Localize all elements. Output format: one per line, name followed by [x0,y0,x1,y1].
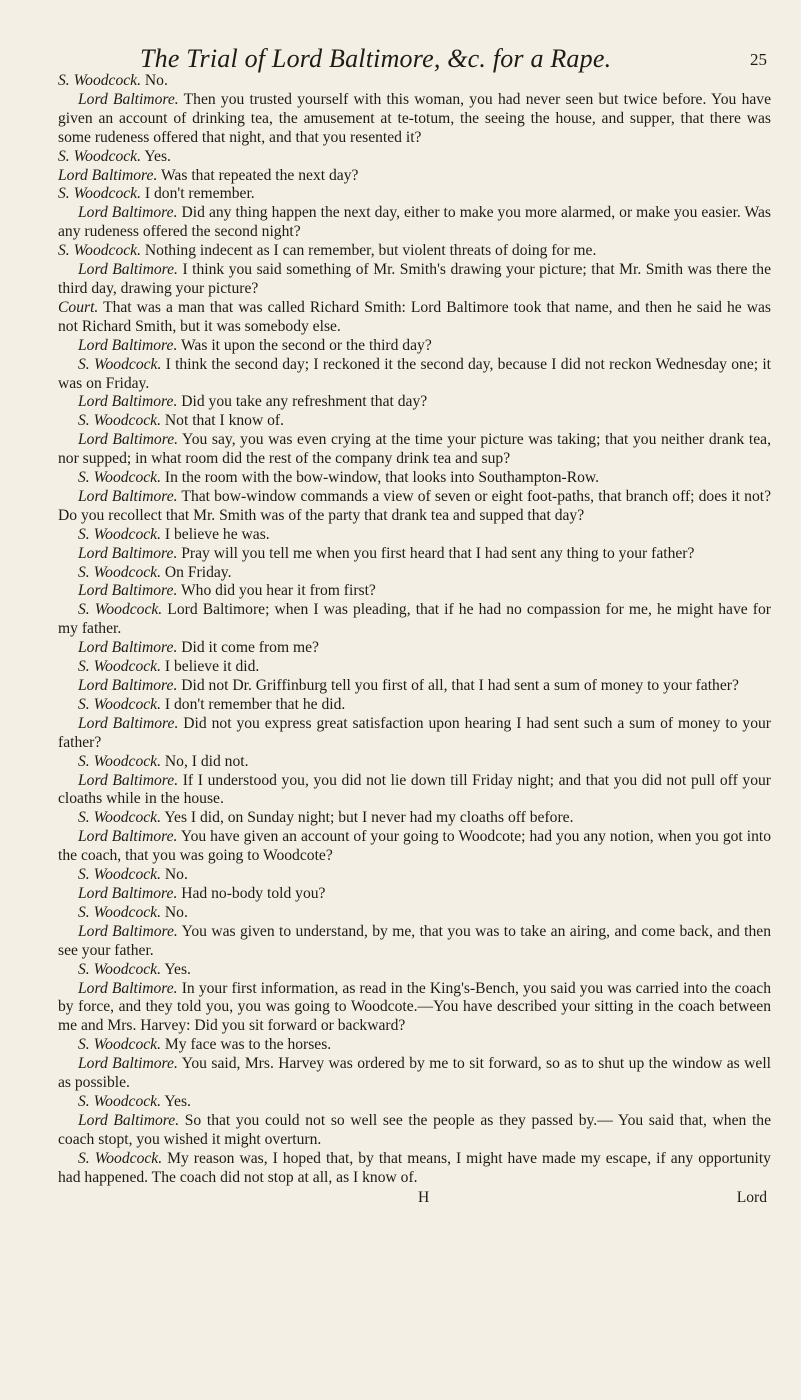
paragraph-text: No. [161,903,188,921]
testimony-paragraph [58,356,771,394]
speaker-name: S. Woodcock. [78,525,162,543]
paragraph-text: No. [161,866,188,884]
testimony-paragraph [58,601,771,639]
testimony-paragraph [58,639,771,658]
paragraph-text: You said, Mrs. Harvey was ordered by me to sit forward, so as to shut up the window as well as possible. [58,1055,772,1092]
page-title: The Trial of Lord Baltimore, &c. for a Rape. [140,44,612,73]
paragraph-text: Yes. [141,147,171,165]
speaker-name: Lord Baltimore. [78,922,178,940]
testimony-paragraph [58,242,771,261]
page-footer [58,1189,771,1207]
testimony-paragraph [58,393,771,412]
paragraph-text: Yes I did, on Sunday night; but I never had my cloaths off before. [161,809,574,827]
testimony-paragraph [58,885,771,904]
paragraph-text: You was given to understand, by me, that you was to take an airing, and come back, and then see your father. [58,922,771,959]
paragraph-text: Then you trusted yourself with this woman, you had never seen but twice before. You have given an account of drinking tea, the amusement at te-totum, the seeing the house, and supper, that there was some rudeness offered that night, and that you resented it? [58,90,771,146]
testimony-paragraph [58,677,771,696]
speaker-name: S. Woodcock. [78,809,162,827]
testimony-paragraph [58,488,771,526]
testimony-paragraph [58,431,771,469]
speaker-name: Lord Baltimore. [78,714,179,732]
paragraph-text: No, I did not. [161,752,249,770]
speaker-name: S. Woodcock. [78,601,163,619]
speaker-name: S. Woodcock. [78,960,162,978]
speaker-name: S. Woodcock. [78,695,162,713]
paragraph-text: I don't remember. [141,185,255,203]
speaker-name: Lord Baltimore. [78,204,178,222]
paragraph-text: I don't remember that he did. [161,695,346,713]
paragraph-text: Did you take any refreshment that day? [177,393,428,411]
paragraph-text: In the room with the bow-window, that looks into Southampton-Row. [161,469,600,487]
paragraph-text: That was a man that was called Richard Smith: Lord Baltimore took that name, and then he said he was not Richard Smith, but it was somebody else. [58,298,771,335]
speaker-name: S. Woodcock. [58,242,142,260]
speaker-name: Lord Baltimore. [78,487,178,505]
testimony-paragraph [58,753,771,772]
testimony-paragraph [58,469,771,488]
signature-mark: H [418,1189,430,1207]
testimony-paragraph [58,545,771,564]
speaker-name: Lord Baltimore. [78,261,178,279]
testimony-paragraph [58,412,771,431]
speaker-name: Lord Baltimore. [78,544,178,562]
body-text [58,72,771,1187]
paragraph-text: You have given an account of your going to Woodcote; had you any notion, when you got into the coach, that you was going to Woodcote? [58,828,771,865]
paragraph-text: So that you could not so well see the people as they passed by.— You said that, when the coach stopt, you wished it might overturn. [58,1111,771,1148]
paragraph-text: In your first information, as read in the King's-Bench, you said you was carried into the coach by force, and they told you, you was going to Woodcote.—You have described your sitting in the coach between me and Mrs. Harvey: Did you sit forward or backward? [58,979,772,1035]
speaker-name: Lord Baltimore. [78,90,179,108]
testimony-paragraph [58,337,771,356]
speaker-name: S. Woodcock. [78,1149,163,1167]
speaker-name: Lord Baltimore. [78,393,178,411]
catchword: Lord [736,1189,767,1207]
speaker-name: Court. [58,298,99,316]
speaker-name: S. Woodcock. [78,1092,162,1110]
speaker-name: S. Woodcock. [78,412,162,430]
speaker-name: S. Woodcock. [58,72,142,89]
paragraph-text: No. [141,72,168,89]
testimony-paragraph [58,772,771,810]
paragraph-text: That bow-window commands a view of seven or eight foot-paths, that branch off; does it not? Do you recollect that Mr. Smith was of the party that drank tea and supped that day? [58,487,771,524]
paragraph-text: I think you said something of Mr. Smith's drawing your picture; that Mr. Smith was there the third day, drawing your picture? [58,261,772,297]
speaker-name: S. Woodcock. [78,1036,162,1054]
speaker-name: S. Woodcock. [78,658,162,676]
speaker-name: Lord Baltimore. [78,1111,180,1129]
testimony-paragraph [58,961,771,980]
paragraph-text: My reason was, I hoped that, by that means, I might have made my escape, if any opportunity had happened. The coach did not stop at all, as I know of. [58,1149,771,1186]
paragraph-text: If I understood you, you did not lie down till Friday night; and that you did not pull off your cloaths while in the house. [58,771,771,808]
testimony-paragraph [58,582,771,601]
speaker-name: Lord Baltimore. [78,771,179,789]
page-number: 25 [750,50,767,69]
testimony-paragraph [58,1036,771,1055]
paragraph-text: Had no-body told you? [177,884,326,902]
speaker-name: S. Woodcock. [78,866,162,884]
paragraph-text: I think the second day; I reckoned it the second day, because I did not reckon Wednesday one; it was on Friday. [58,355,771,392]
testimony-paragraph [58,261,771,299]
speaker-name: Lord Baltimore. [78,884,178,902]
paragraph-text: My face was to the horses. [161,1036,332,1054]
speaker-name: S. Woodcock. [78,903,162,921]
testimony-paragraph [58,299,771,337]
testimony-paragraph [58,1093,771,1112]
paragraph-text: On Friday. [161,563,232,581]
speaker-name: S. Woodcock. [78,355,162,373]
testimony-paragraph [58,658,771,677]
paragraph-text: Who did you hear it from first? [177,582,376,600]
paragraph-text: Lord Baltimore; when I was pleading, that if he had no compassion for me, he might have for my father. [58,601,771,638]
paragraph-text: Yes. [161,960,191,978]
paragraph-text: Was it upon the second or the third day? [177,336,432,354]
paragraph-text: You say, you was even crying at the time your picture was taking; that you neither drank tea, nor supped; in what room did the rest of the company drink tea and sup? [58,431,771,468]
speaker-name: Lord Baltimore. [78,336,178,354]
running-head [140,44,771,74]
testimony-paragraph [58,923,771,961]
testimony-paragraph [58,828,771,866]
testimony-paragraph [58,904,771,923]
testimony-paragraph [58,1150,771,1188]
testimony-paragraph [58,809,771,828]
paragraph-text: Yes. [161,1092,191,1110]
testimony-paragraph [58,72,771,91]
paragraph-text: I believe he was. [161,525,270,543]
speaker-name: Lord Baltimore. [78,677,178,694]
testimony-paragraph [58,1055,771,1093]
testimony-paragraph [58,526,771,545]
speaker-name: S. Woodcock. [58,185,142,203]
speaker-name: S. Woodcock. [78,752,162,770]
speaker-name: Lord Baltimore. [78,828,178,846]
testimony-paragraph [58,1112,771,1150]
testimony-paragraph [58,167,771,186]
testimony-paragraph [58,866,771,885]
speaker-name: S. Woodcock. [78,469,162,487]
paragraph-text: Not that I know of. [161,412,285,430]
testimony-paragraph [58,91,771,148]
speaker-name: Lord Baltimore. [78,979,178,997]
speaker-name: Lord Baltimore. [78,639,178,657]
testimony-paragraph [58,980,771,1037]
testimony-paragraph [58,185,771,204]
testimony-paragraph [58,564,771,583]
paragraph-text: Pray will you tell me when you first heard that I had sent any thing to your father? [177,544,695,562]
paragraph-text: Nothing indecent as I can remember, but violent threats of doing for me. [141,242,597,260]
paragraph-text: Did any thing happen the next day, either to make you more alarmed, or make you easier. Was any rudeness offered the second night? [58,204,772,241]
speaker-name: Lord Baltimore. [78,582,178,600]
speaker-name: S. Woodcock. [58,147,142,165]
testimony-paragraph [58,148,771,167]
speaker-name: Lord Baltimore. [58,166,158,184]
speaker-name: S. Woodcock. [78,563,162,581]
testimony-paragraph [58,696,771,715]
paragraph-text: I believe it did. [161,658,260,676]
testimony-paragraph [58,204,771,242]
speaker-name: Lord Baltimore. [78,1055,178,1073]
testimony-paragraph [58,715,771,753]
paragraph-text: Did not Dr. Griffinburg tell you first of all, that I had sent a sum of money to your father? [177,677,739,694]
paragraph-text: Did it come from me? [177,639,319,657]
speaker-name: Lord Baltimore. [78,431,179,449]
paragraph-text: Did not you express great satisfaction upon hearing I had sent such a sum of money to your father? [58,714,772,751]
paragraph-text: Was that repeated the next day? [157,166,359,184]
